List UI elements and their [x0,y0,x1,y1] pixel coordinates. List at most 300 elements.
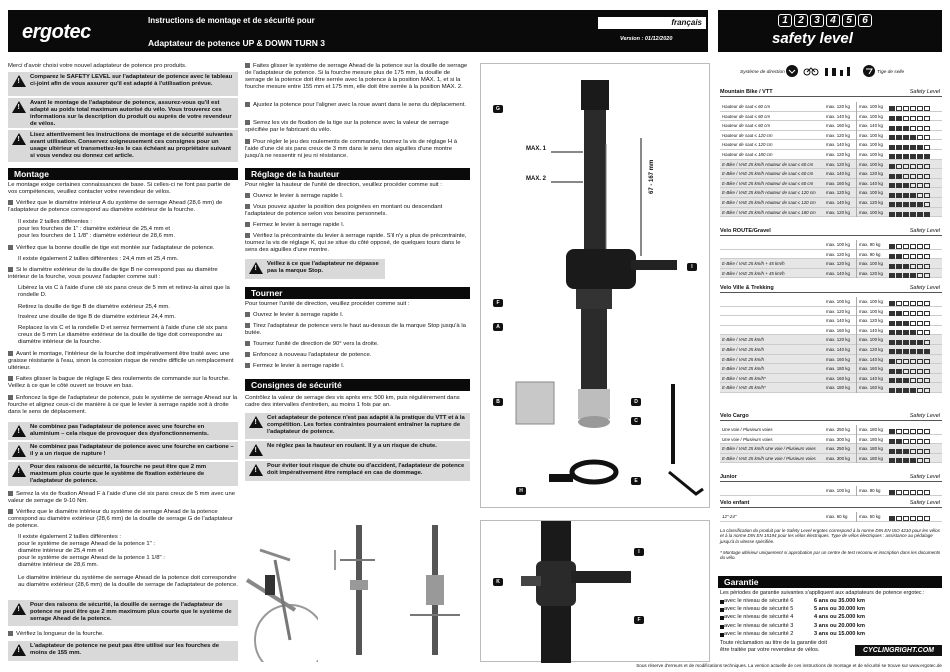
bullet-icon [8,245,13,250]
warning-icon [12,465,26,477]
row-max-total: max. 100 kg [826,299,850,304]
row-max-rider: max. 100 kg [856,112,884,122]
level-boxes [888,210,930,220]
row-condition: E-Bike / VAE 25 km/h Hauteur de saut ≤ 60 cm [722,180,814,186]
warning-icon [12,101,26,113]
row-max-rider: max. 80 kg [856,486,884,496]
footer-note: Sous réserve d'erreurs et de modifications techniques. La version actuelle de ces instructions de montage et de sécurité se trouve sur www.ergotec.de [636,663,942,668]
level-box [917,202,923,207]
illustration-step2 [400,520,470,662]
row-condition: Hauteur de saut ≤ 60 cm [722,123,771,129]
level-box [889,254,895,259]
level-5: 5 [842,14,856,27]
table-row [720,326,942,336]
row-max-rider: max. 180 kg [856,435,884,445]
step-text: Il existe 2 tailles différentes : [18,219,92,225]
level-boxes [888,456,930,466]
legend-icons [785,64,885,78]
row-max-total: max. 180 kg [826,385,850,391]
bullet-icon [245,341,250,346]
level-box [896,212,902,217]
step-text: pour le système de serrage Ahead de la potence 1" : [18,541,156,548]
step-t5 [245,363,470,370]
bullet-icon [245,363,250,368]
level-box [917,135,923,140]
level-box [910,244,916,249]
legend-direction: Système de direction [740,70,785,75]
level-box [889,301,895,306]
row-condition: E-Bike / VAE 25 km/h [722,337,764,343]
step-text: Faites glisser la bague de réglage E des roulements de commande sur la fourche. Veillez à ce que le côté ouvert se trouve en bas. [8,376,230,390]
step-text: Ouvrez le levier à serrage rapide I. [253,193,344,200]
level-box [917,439,923,444]
level-box [924,301,930,306]
warning-vtt [245,413,470,439]
warning-carbon [8,442,238,460]
level-box [896,154,902,159]
level-box [896,254,902,259]
level-box [889,183,895,188]
row-max-rider: max. 120 kg [856,345,884,355]
level-box [924,273,930,278]
step-m9 [8,631,238,638]
cat-route [720,228,942,236]
row-max-rider: max. 180 kg [856,425,884,435]
table-row [720,208,942,218]
step-text: Fermez le levier à serrage rapide I. [253,222,345,229]
row-max-total: max. 250 kg [826,427,850,432]
row-max-rider: max. 100 kg [856,335,884,345]
table-row [720,140,942,150]
cat-name: Velo enfant [720,500,750,506]
row-max-total: max. 120 kg [826,190,850,196]
step-text: Pour régler le jeu des roulements de commande, tournez la vis de réglage H à l'aide d'une clé six pans creux de 3 mm dans le sens des aiguilles d'une montre jusqu'à ne ressentir ni jeu ni résistance. [245,139,457,160]
label-A: A [493,323,503,331]
warning-icon [12,425,26,437]
level-box [896,429,902,434]
table-row [720,307,942,317]
cat-mtb [720,89,942,97]
warning-weight [8,98,238,128]
level-box [924,388,930,393]
section-garantie: Garantie [718,576,942,588]
safety-level-title: safety level [772,30,853,47]
level-box [917,116,923,121]
level-box [896,378,902,383]
step2-svg [400,520,470,662]
level-box [903,126,909,131]
level-box [917,378,923,383]
row-max-rider: max. 120 kg [856,169,884,179]
row-condition: E-Bike / VAE 25 km/h Hauteur de saut ≤ 60 cm [722,161,814,167]
level-box [917,193,923,198]
cat-name: Junior [720,474,737,480]
warning-icon [12,644,26,656]
language-tag [598,17,706,29]
row-max-total: max. 180 kg [826,366,850,372]
level-6: 6 [858,14,872,27]
garantie-row [720,631,942,639]
level-box [896,449,902,454]
mtb-table [720,102,942,217]
cat-enfant [720,500,942,508]
illustration-step1 [320,520,395,662]
level-box [924,369,930,374]
level-box [910,301,916,306]
table-row [720,269,942,279]
garantie-level: avec le niveau de sécurité 4 [724,614,794,621]
site-link[interactable]: CYCLINGRIGHT.COM [855,645,942,656]
label-G: G [493,105,503,113]
warning-damage [245,461,470,481]
level-box [917,340,923,345]
level-box [889,449,895,454]
cat-level: Safety Level [909,474,940,480]
step-text: Faites glisser le système de serrage Ahead de la potence sur la douille de serrage de l'adaptateur de potence. Si la fourche mesure plus de 175 mm, la douille de serrage de la potence doit être serrée avec la potence à la position MAX. 1, et si la fourche mesure entre 155 mm et 175 mm, elle doit être serrée à la position MAX. 2. [245,63,468,91]
level-box [910,439,916,444]
level-box [889,439,895,444]
step-m2 [8,245,238,252]
level-box [889,202,895,207]
warning-icon [12,445,26,457]
row-max-total: max. 120 kg [826,151,850,157]
level-box [910,174,916,179]
label-E: E [631,477,641,485]
step-m3e: Replacez la vis C et la rondelle D et serrez fermement à l'aide d'une clé six pans creux de 5 mm Le diamètre extérieur de la douille de tige doit correspondre au diamètre intérieur de la fourche. [18,325,228,346]
step-m7 [8,491,238,505]
garantie-row [720,623,942,631]
consignes-intro: Contrôlez la valeur de serrage des vis après env. 500 km, puis régulièrement dans cadre des intervalles d'entretien, au moins 1 fois par an. [245,395,460,409]
level-box [889,458,895,463]
warning-riding [245,441,470,459]
label-I-bottom: I [634,548,644,556]
bullet-icon [8,491,13,496]
garantie-level: avec le niveau de sécurité 2 [724,630,794,637]
garantie-rows [720,598,942,639]
warning-icon [12,75,26,87]
step-text: diamètre intérieur de 28,6 mm. [18,562,99,569]
level-box [910,359,916,364]
row-max-rider: max. 160 kg [856,364,884,374]
row-max-rider: max. 100 kg [856,259,884,269]
row-max-total: max. 120 kg [826,251,850,257]
stem-adapter-svg [481,64,711,509]
level-box [924,311,930,316]
product-diagram-bottom [480,520,710,662]
level-box [896,135,902,140]
row-condition: E-Bike / VAE 25 km/h Hauteur de saut ≤ 120 cm [722,190,816,196]
level-box [910,164,916,169]
level-box [917,516,923,521]
warning-text: Lisez attentivement les instructions de montage et de sécurité suivantes avant utilisation. Conservez soigneusement ces consignes pour un usage ultérieur et transmettez-les le cas échéant au propriétaire suivant si vous vendez ou donnez cet article. [30,132,233,160]
step-p2 [245,102,470,109]
level-box [889,174,895,179]
level-box [896,388,902,393]
row-condition: E-Bike / VAE 25 km/h [722,346,764,352]
level-box [903,340,909,345]
row-condition: E-Bike / VAE 25 km/h + 45 km/h [722,270,785,276]
step-text: pour les fourches de 1 1/8" : diamètre extérieur de 28,6 mm. [18,233,175,240]
warning-icon [249,444,263,456]
level-box [889,349,895,354]
garantie-claim [720,640,860,653]
warning-min-fork [8,641,238,661]
level-box [903,516,909,521]
level-box [924,359,930,364]
row-max-rider: max. 120 kg [856,269,884,279]
step-t2 [245,323,470,337]
row-max-rider: max. 120 kg [856,316,884,326]
level-box [889,378,895,383]
row-max-total: max. 160 kg [826,327,850,333]
step-m4 [8,351,238,372]
cat-name: Velo Ville & Trekking [720,285,774,291]
warning-read-instructions [8,130,238,162]
level-box [910,311,916,316]
warning-text: Pour des raisons de sécurité, la douille de serrage de l'adaptateur de potence ne peut être que 2 mm maximum plus courte que le système de serrage Ahead de la potence. [30,602,232,623]
row-max-total: max. 160 kg [826,375,850,381]
bullet-icon [245,63,250,68]
level-box [910,321,916,326]
bullet-icon [8,631,13,636]
table-row [720,179,942,189]
row-max-rider: max. 120 kg [856,198,884,208]
level-box [917,330,923,335]
level-box [924,330,930,335]
row-max-rider: max. 100 kg [856,297,884,307]
level-box [896,174,902,179]
step-text: Enfoncez à nouveau l'adaptateur de potence. [253,352,372,359]
step-text: Il existe également 2 tailles différentes : [18,534,122,540]
level-box [889,359,895,364]
level-box [896,264,902,269]
level-box [889,244,895,249]
step-text: diamètre intérieur de 25,4 mm et [18,548,104,555]
step-m2-sizes: Il existe également 2 tailles différentes : 24,4 mm et 25,4 mm. [18,256,179,262]
bullet-icon [245,139,250,144]
route-table [720,240,942,278]
brand-logo: ergotec [22,21,91,43]
level-box [924,193,930,198]
cat-level: Safety Level [909,89,940,95]
table-row [720,250,942,260]
level-box [889,145,895,150]
warning-safety-level [8,72,238,96]
row-max-rider: max. 140 kg [856,179,884,189]
level-box [910,516,916,521]
level-box [917,273,923,278]
label-D: D [631,398,641,406]
row-max-total: max. 140 kg [826,142,850,148]
cat-level: Safety Level [909,500,940,506]
level-box [924,135,930,140]
level-box [917,106,923,111]
label-I: I [687,263,697,271]
level-box [924,116,930,121]
step-text: Si le diamètre extérieur de la douille de tige B ne correspond pas au diamètre intérieur de la fourche, vous pouvez l'adapter comme suit : [8,267,218,281]
level-box [903,164,909,169]
level-box [910,254,916,259]
row-condition: E-Bike / VAE 25 km/h [722,356,764,362]
level-box [910,369,916,374]
level-box [917,154,923,159]
level-box [924,378,930,383]
warning-text: Comparez le SAFETY LEVEL sur l'adaptateur de potence avec le tableau ci-joint afin de vous assurer qu'il est adapté à l'utilisation prévue. [30,74,233,88]
table-row [720,512,942,522]
step-text: Vous pouvez ajuster la position des poignées en montant ou descendant l'adaptateur de potence selon vos besoins personnels. [245,204,443,218]
step-text: Vérifiez la longueur de la fourche. [16,631,104,638]
level-box [924,126,930,131]
step-text: Serrez les vis de fixation de la tige sur la potence avec la valeur de serrage spécifiée par le fabricant du vélo. [245,120,449,134]
level-box [924,340,930,345]
step-r4 [245,233,470,254]
step-text: Tournez l'unité de direction de 90° vers la droite. [253,341,379,348]
level-box [924,244,930,249]
step-m3 [8,267,238,281]
table-row [720,150,942,160]
level-box [903,273,909,278]
label-K: K [493,578,503,586]
level-box [889,490,895,495]
garantie-level: avec le niveau de sécurité 5 [724,606,794,613]
row-condition: E-Bike / VAE 45 km/h* [722,375,766,381]
level-box [896,193,902,198]
bullet-icon [8,200,13,205]
warning-text: Pour des raisons de sécurité, la fourche ne peut être que 2 mm maximum plus courte que le système de fixation extérieure de l'adaptateur de potence. [30,464,207,485]
row-condition: E-Bike / VAE 45 km/h* [722,385,766,391]
row-max-total: max. 120 kg [826,308,850,314]
level-box [896,126,902,131]
step-text: Tirez l'adaptateur de potence vers le haut au-dessus de la marque Stop jusqu'à la butée. [245,323,466,337]
language-label: français [671,18,702,27]
level-box [924,174,930,179]
warning-text: Avant le montage de l'adaptateur de potence, assurez-vous qu'il est adapté au poids total maximum autorisé du vélo. Vous trouverez ces informations sur la description du produit ou auprès de votre revendeur de vélos. [30,100,232,128]
level-box [917,388,923,393]
enfant-table [720,512,942,522]
step-r3 [245,222,470,229]
table-row [720,435,942,445]
table-row [720,160,942,170]
table-row [720,297,942,307]
warning-text: Pour éviter tout risque de chute ou d'accident, l'adaptateur de potence doit impérativement être remplacé en cas de dommage. [267,463,465,477]
level-box [917,212,923,217]
cat-level: Safety Level [909,413,940,419]
montage-intro: Le montage exige certaines connaissances de base. Si celles-ci ne font pas partie de vos compétences, veuillez contacter votre revendeur de vélos. [8,182,231,196]
step-p4 [245,139,470,160]
table-row [720,198,942,208]
warning-clamp-length [8,600,238,626]
step-p3 [245,120,470,134]
step-text: pour les fourches de 1" : diamètre extérieur de 25,4 mm et [18,226,171,233]
step-text: Ouvrez le levier à serrage rapide I. [253,312,344,319]
step-m1-sizes [18,219,238,240]
step-text: Vérifiez que le diamètre intérieur A du système de serrage Ahead (28,6 mm) de l'adaptateur de potence correspond au diamètre extérieur de la fourche. [8,200,223,214]
row-condition: E-Bike / VAE 25 km/h Hauteur de saut ≤ 60 cm [722,171,814,177]
step-text: Vérifiez que la bonne douille de tige est montée sur l'adaptateur de potence. [16,245,215,252]
step-text: Vérifiez la précontrainte du levier à serrage rapide. S'il n'y a plus de précontrainte, tournez la vis de réglage K, qui se situe du côté opposé, de quelques tours dans le sens des aiguilles d'une montre. [245,233,467,254]
level-box [924,429,930,434]
level-box [917,254,923,259]
row-max-total: max. 140 kg [826,171,850,177]
warning-fork-length [8,462,238,486]
level-box [896,183,902,188]
level-box [889,321,895,326]
table-note-2: * Montage ultérieur uniquement si approbation par un centre de test reconnu et inscription dans les documents du vélo. [720,550,941,561]
level-boxes [888,385,930,395]
table-row [720,131,942,141]
warning-icon [249,464,263,476]
level-box [903,301,909,306]
level-box [903,458,909,463]
row-max-rider: max. 160 kg [856,383,884,393]
bullet-icon [8,395,13,400]
level-box [889,340,895,345]
lever-svg [481,521,711,663]
level-box [896,458,902,463]
step-text: Fermez le levier à serrage rapide I. [253,363,345,370]
row-condition: E-Bike / VAE 25 km/h Une voie / Plusieurs voies [722,455,816,461]
level-3: 3 [810,14,824,27]
level-box [917,458,923,463]
level-box [917,244,923,249]
level-boxes [888,514,930,524]
level-box [910,106,916,111]
warning-text: Ne réglez pas la hauteur en roulant. Il y a un risque de chute. [267,443,437,449]
level-box [889,388,895,393]
cat-junior [720,474,942,482]
cat-name: Mountain Bike / VTT [720,89,773,95]
table-row [720,188,942,198]
level-box [917,490,923,495]
step-t3 [245,341,470,348]
level-box [903,490,909,495]
level-box [917,359,923,364]
level-box [896,164,902,169]
garantie-row [720,614,942,622]
level-box [910,135,916,140]
step-m3d: Insérez une douille de tige B de diamètre extérieur 24,4 mm. [18,314,176,320]
row-max-rider: max. 140 kg [856,355,884,365]
legend-stem: Tige de selle [877,70,905,75]
garantie-duration: 3 ans ou 15.000 km [814,630,865,637]
step-m6 [8,395,238,416]
warning-text: Ne combinez pas l'adaptateur de potence avec une fourche en aluminium – cela risque de provoquer des dysfonctionnements. [30,424,209,438]
row-condition: E-Bike / VAE 25 km/h + 45 km/h [722,261,785,267]
table-row [720,112,942,122]
ville-table [720,297,942,393]
level-box [889,264,895,269]
cat-level: Safety Level [909,228,940,234]
step-text: Vérifiez que le diamètre intérieur du système de serrage Ahead de la potence correspond au diamètre extérieur (28,6 mm) de la douille de serrage G de l'adaptateur de potence. [8,509,233,530]
warning-icon [12,603,26,615]
bullet-icon [245,193,250,198]
step-m8g: Le diamètre intérieur du système de serrage Ahead de la potence doit correspondre au diamètre extérieur (28,6 mm) de la douille de serrage de l'adaptateur de potence. [18,575,238,589]
step-text: Avant le montage, l'intérieur de la fourche doit impérativement être traité avec une graisse résistante à l'eau, sinon la corrosion risque de rendre difficile un remplacement ultérieur. [8,351,234,372]
level-box [924,145,930,150]
row-condition: Hauteur de saut ≤ 120 cm [722,142,773,148]
row-max-rider: max. 140 kg [856,326,884,336]
level-box [903,254,909,259]
level-box [924,183,930,188]
row-max-rider: max. 90 kg [856,250,884,260]
level-box [896,369,902,374]
row-max-total: max. 120 kg [826,104,850,109]
level-box [889,106,895,111]
reglage-intro: Pour régler la hauteur de l'unité de direction, veuillez procéder comme suit : [245,182,442,188]
row-max-rider: max. 180 kg [856,444,884,454]
claim-line-2: être traitée par votre revendeur de vélos. [720,646,820,653]
level-box [903,193,909,198]
